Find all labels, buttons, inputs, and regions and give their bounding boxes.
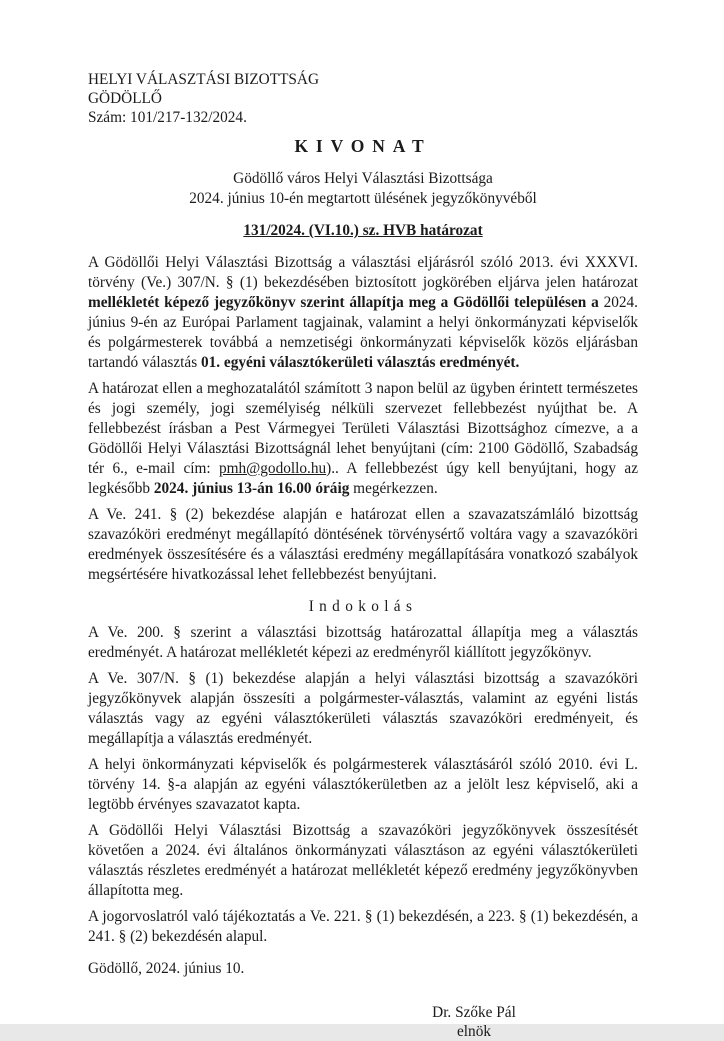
org-name: HELYI VÁLASZTÁSI BIZOTTSÁG [88, 71, 320, 88]
org-city: GÖDÖLLŐ [88, 90, 162, 107]
signature-title: elnök [457, 1023, 491, 1040]
decision-heading: 131/2024. (VI.10.) sz. HVB határozat [243, 222, 483, 239]
paragraph-operative-1 [88, 253, 638, 373]
text-segment: mellékletét képező jegyzőkönyv szerint állapítja meg a Gödöllői településen a [88, 294, 599, 311]
document-number: Szám: 101/217-132/2024. [88, 109, 247, 126]
paragraph-operative-2 [88, 379, 638, 499]
text-segment: ).. A fellebbezést úgy kell benyújtani, hogy az legkésőbb [88, 460, 638, 497]
paragraph-justification-4: A Gödöllői Helyi Választási Bizottság a szavazóköri jegyzőkönyvek összesítését követően a 2024. évi általános önkormányzati választáson az egyéni választókerületi választás részletes eredményét a határozat mellékletét képező eredmény jegyzőkönyvben állapította meg. [88, 822, 638, 899]
text-segment: A Gödöllői Helyi Választási Bizottság a választási eljárásról szóló 2013. évi XXXVI. törvény (Ve.) 307/N. § (1) bekezdésében biztosított jogkörében eljárva jelen határozat [88, 254, 638, 291]
paragraph-justification-2: A Ve. 307/N. § (1) bekezdése alapján a helyi választási bizottság a szavazóköri jegyzőkönyvek alapján összesíti a polgármester-választás, valamint az egyéni listás választás vagy az egyéni választókerületi választás szavazóköri eredményeit, és megállapítja a választás eredményét. [88, 670, 638, 747]
dateline: Gödöllő, 2024. június 10. [88, 960, 245, 977]
signature-block [384, 1003, 564, 1041]
text-segment: megérkezzen. [349, 480, 438, 497]
email-link[interactable]: pmh@godollo.hu [218, 460, 327, 477]
paragraph-justification-3: A helyi önkormányzati képviselők és polgármesterek választásáról szóló 2010. évi L. törvény 14. §-a alapján az egyéni választókerületben az a jelölt lesz képviselő, aki a legtöbb érvényes szavazatot kapta. [88, 756, 638, 813]
text-segment: 2024. június 13-án 16.00 óráig [153, 480, 350, 497]
paragraph-justification-1: A Ve. 200. § szerint a választási bizottság határozattal állapítja meg a választás eredményét. A határozat mellékletét képezi az eredményről kiállított jegyzőkönyv. [88, 624, 638, 661]
section-heading-indokolas: Indokolás [308, 598, 418, 615]
text-segment: A határozat ellen a meghozatalától számított 3 napon belül az ügyben érintett természetes és jogi személy, jogi személyiség nélküli szervezet fellebbezést nyújthat be. A fellebbezést írásban a Pest Vármegyei Területi Választási Bizottsághoz címezve, a a Gödöllői Helyi Választási Bizottságnál lehet benyújtani (cím: 2100 Gödöllő, Szabadság tér 6., e-mail cím: [88, 380, 638, 477]
subtitle-line-1: Gödöllő város Helyi Választási Bizottsága [233, 170, 493, 187]
subtitle-line-2: 2024. június 10-én megtartott ülésének jegyzőkönyvéből [189, 190, 537, 207]
text-segment: 01. egyéni választókerületi választás eredményét. [200, 354, 520, 371]
paragraph-operative-3: A Ve. 241. § (2) bekezdése alapján e határozat ellen a szavazatszámláló bizottság szavazóköri eredményt megállapító döntésének törvénysértő voltára vagy a szavazóköri eredmények összesítésére és a választási eredmény megállapítására vonatkozó szabályok megsértésére hivatkozással lehet fellebbezést benyújtani. [88, 506, 638, 583]
signature-name: Dr. Szőke Pál [432, 1004, 516, 1021]
document-header [88, 70, 638, 127]
subtitle [88, 169, 638, 209]
text-segment: 2024. június 9-én az Európai Parlament tagjainak, valamint a helyi önkormányzati képviselők és polgármesterek továbbá a nemzetiségi önkormányzati képviselők közös eljárásban tartandó választás [88, 294, 638, 371]
paragraph-justification-5: A jogorvoslatról való tájékoztatás a Ve. 221. § (1) bekezdésén, a 223. § (1) bekezdésén, a 241. § (2) bekezdésén alapul. [88, 908, 638, 945]
extract-title: KIVONAT [294, 136, 432, 156]
